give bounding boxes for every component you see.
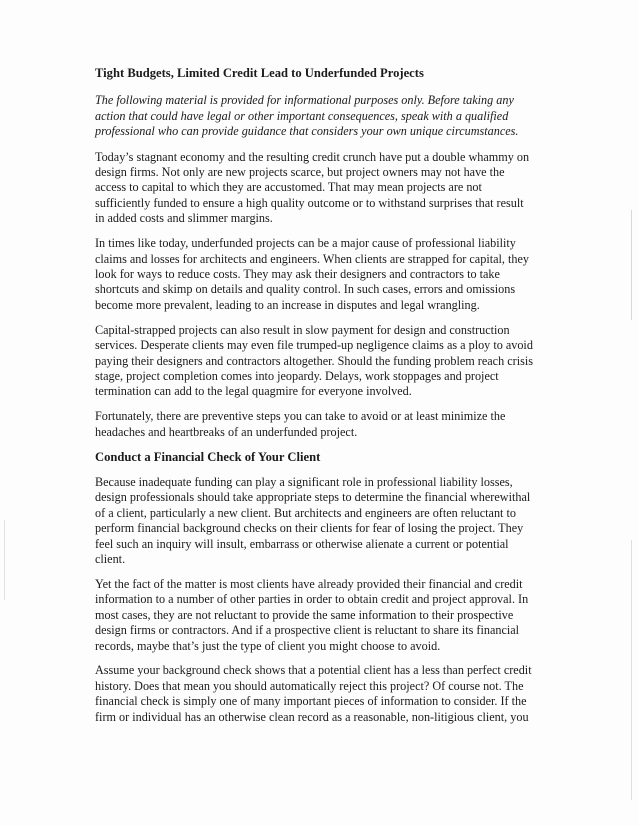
paragraph-line: records, maybe that’s just the type of client you might choose to avoid.: [95, 638, 441, 653]
paragraph-line: most cases, they are not reluctant to provide the same information to their prospective: [95, 607, 514, 622]
paragraph-line: Assume your background check shows that a potential client has a less than perfect credit: [95, 663, 532, 678]
paragraph-line: claims and losses for architects and engineers. When clients are strapped for capital, they: [95, 251, 529, 266]
paragraph-line: feel such an inquiry will insult, embarrass or otherwise alienate a current or potential: [95, 536, 509, 551]
disclaimer-line: action that could have legal or other important consequences, speak with a qualified: [95, 108, 509, 123]
paragraph-line: of a client, particularly a new client. But architects and engineers are often reluctant to: [95, 505, 516, 520]
disclaimer: [95, 93, 545, 139]
paragraph: [95, 475, 545, 567]
disclaimer-line: professional who can provide guidance that considers your own unique circumstances.: [95, 124, 519, 139]
paragraph-line: design firms. Not only are new projects scarce, but project owners may not have the: [95, 165, 505, 180]
paragraph-line: firm or individual has an otherwise clean record as a reasonable, non-litigious client, you: [95, 709, 529, 724]
paragraph-line: sufficiently funded to ensure a high quality outcome or to withstand surprises that result: [95, 195, 524, 210]
paragraph-line: Today’s stagnant economy and the resulting credit crunch have put a double whammy on: [95, 149, 530, 164]
scan-edge-mark: [631, 540, 632, 800]
paragraph-line: In times like today, underfunded projects can be a major cause of professional liability: [95, 236, 516, 251]
paragraph-line: in added costs and slimmer margins.: [95, 211, 273, 226]
paragraph: [95, 323, 545, 400]
paragraph-line: look for ways to reduce costs. They may ask their designers and contractors to take: [95, 266, 500, 281]
paragraph-line: history. Does that mean you should automatically reject this project? Of course not. The: [95, 678, 524, 693]
paragraph: [95, 236, 545, 313]
scan-edge-mark: [4, 520, 5, 600]
paragraph-line: access to capital to which they are accustomed. That may mean projects are not: [95, 180, 482, 195]
paragraph-line: information to a number of other parties in order to obtain credit and project approval. In: [95, 592, 529, 607]
paragraph-line: become more prevalent, leading to an increase in disputes and legal wrangling.: [95, 297, 480, 312]
paragraph: [95, 409, 545, 440]
paragraph-line: design firms or contractors. And if a prospective client is reluctant to share its financial: [95, 623, 520, 638]
section-heading: Conduct a Financial Check of Your Client: [95, 449, 321, 464]
paragraph-line: paying their designers and contractors altogether. Should the funding problem reach crisis: [95, 353, 533, 368]
paragraph-line: perform financial background checks on their clients for fear of losing the project. They: [95, 521, 524, 536]
paragraph: [95, 150, 545, 227]
paragraph-line: services. Desperate clients may even file trumped-up negligence claims as a ploy to avoid: [95, 338, 533, 353]
document-body: [95, 66, 545, 735]
paragraph-line: financial check is simply one of many important pieces of information to consider. If the: [95, 694, 527, 709]
paragraph-line: stage, project completion comes into jeopardy. Delays, work stoppages and project: [95, 368, 499, 383]
disclaimer-line: The following material is provided for informational purposes only. Before taking any: [95, 93, 514, 108]
paragraph-line: Capital-strapped projects can also result in slow payment for design and construction: [95, 322, 510, 337]
paragraph-line: Fortunately, there are preventive steps you can take to avoid or at least minimize the: [95, 409, 506, 424]
paragraph-line: termination can add to the legal quagmire for everyone involved.: [95, 384, 412, 399]
paragraph: [95, 577, 545, 654]
paragraph-line: headaches and heartbreaks of an underfunded project.: [95, 424, 358, 439]
paragraph-line: design professionals should take appropriate steps to determine the financial wherewithal: [95, 490, 531, 505]
paragraph-line: shortcuts and skimp on details and quality control. In such cases, errors and omissions: [95, 282, 516, 297]
paragraph-line: client.: [95, 551, 126, 566]
document-title: Tight Budgets, Limited Credit Lead to Underfunded Projects: [95, 66, 424, 80]
paragraph: [95, 663, 545, 725]
paragraph-line: Because inadequate funding can play a significant role in professional liability losses,: [95, 474, 513, 489]
scan-edge-mark: [631, 210, 632, 320]
paragraph-line: Yet the fact of the matter is most clients have already provided their financial and credit: [95, 576, 523, 591]
